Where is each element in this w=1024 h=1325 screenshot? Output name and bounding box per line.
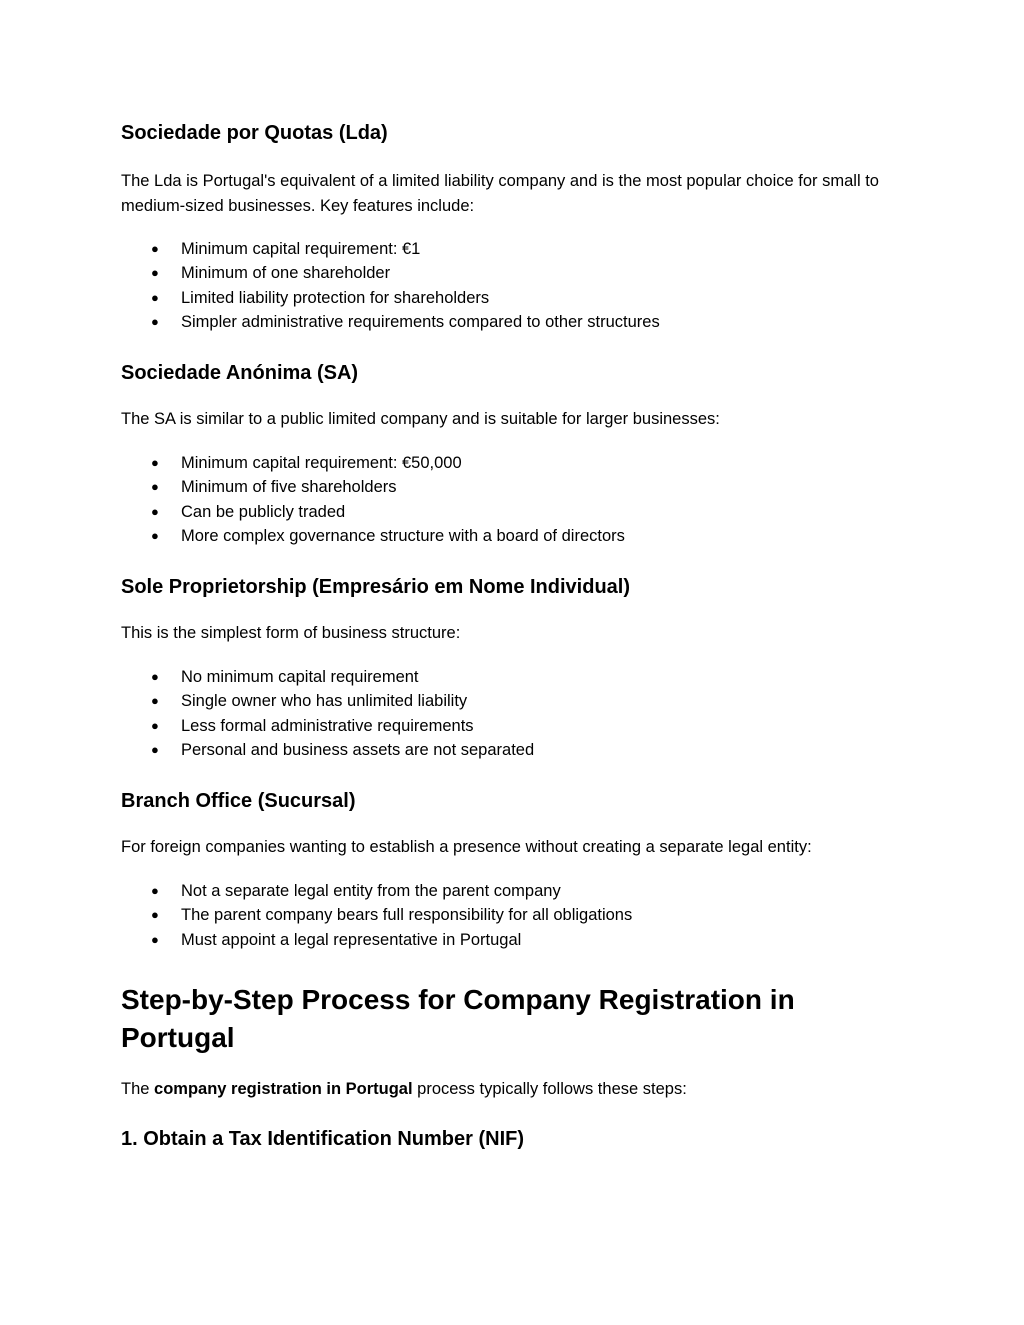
section-heading-sa: Sociedade Anónima (SA) [121, 362, 359, 384]
list-item: ● Minimum of one shareholder [121, 261, 660, 285]
section-heading-branch-office: Branch Office (Sucursal) [121, 790, 356, 812]
list-item: ● No minimum capital requirement [121, 665, 534, 689]
bullet-list-sa [121, 451, 625, 549]
bullet-icon: ● [151, 528, 159, 544]
section-intro-branch-office: For foreign companies wanting to establish a presence without creating a separate legal entity: [121, 838, 812, 856]
bullet-icon: ● [151, 717, 159, 733]
list-item: ● Minimum capital requirement: €1 [121, 237, 660, 261]
bullet-icon: ● [151, 669, 159, 684]
bullet-icon: ● [151, 265, 159, 281]
bullet-icon: ● [151, 289, 159, 305]
section-heading-lda: Sociedade por Quotas (Lda) [121, 122, 388, 144]
bullet-icon: ● [151, 479, 159, 495]
bullet-list-lda [121, 237, 660, 335]
list-item: ● Simpler administrative requirements compared to other structures [121, 310, 660, 334]
section-intro-lda: The Lda is Portugal's equivalent of a limited liability company and is the most popular choice for small to medium-sized businesses. Key features include: [121, 172, 879, 215]
bullet-icon: ● [151, 314, 159, 330]
list-item: ● Limited liability protection for shareholders [121, 286, 660, 310]
list-item: ● Can be publicly traded [121, 500, 625, 524]
process-heading: Step-by-Step Process for Company Registration in Portugal [121, 984, 795, 1053]
bullet-icon: ● [151, 907, 159, 923]
bullet-icon: ● [151, 455, 159, 470]
list-item: ● Not a separate legal entity from the parent company [121, 879, 632, 903]
bullet-icon: ● [151, 931, 159, 947]
bullet-list-branch-office [121, 879, 632, 952]
list-item: ● Less formal administrative requirements [121, 714, 534, 738]
list-item: ● Minimum capital requirement: €50,000 [121, 451, 625, 475]
bullet-icon: ● [151, 883, 159, 898]
process-intro: The company registration in Portugal process typically follows these steps: [121, 1080, 687, 1098]
list-item: ● The parent company bears full responsibility for all obligations [121, 903, 632, 927]
bullet-list-sole-proprietorship [121, 665, 534, 763]
list-item: ● Personal and business assets are not separated [121, 738, 534, 762]
section-heading-sole-proprietorship: Sole Proprietorship (Empresário em Nome Individual) [121, 576, 630, 598]
list-item: ● Minimum of five shareholders [121, 475, 625, 499]
bullet-icon: ● [151, 742, 159, 758]
bullet-icon: ● [151, 503, 159, 519]
list-item: ● More complex governance structure with a board of directors [121, 524, 625, 548]
bullet-icon: ● [151, 241, 159, 256]
section-intro-sa: The SA is similar to a public limited company and is suitable for larger businesses: [121, 410, 720, 428]
process-intro-bold: company registration in Portugal [154, 1080, 413, 1098]
list-item: ● Single owner who has unlimited liability [121, 689, 534, 713]
bullet-icon: ● [151, 693, 159, 709]
list-item: ● Must appoint a legal representative in Portugal [121, 928, 632, 952]
step-1-heading: 1. Obtain a Tax Identification Number (NIF) [121, 1128, 524, 1150]
section-intro-sole-proprietorship: This is the simplest form of business structure: [121, 624, 461, 642]
